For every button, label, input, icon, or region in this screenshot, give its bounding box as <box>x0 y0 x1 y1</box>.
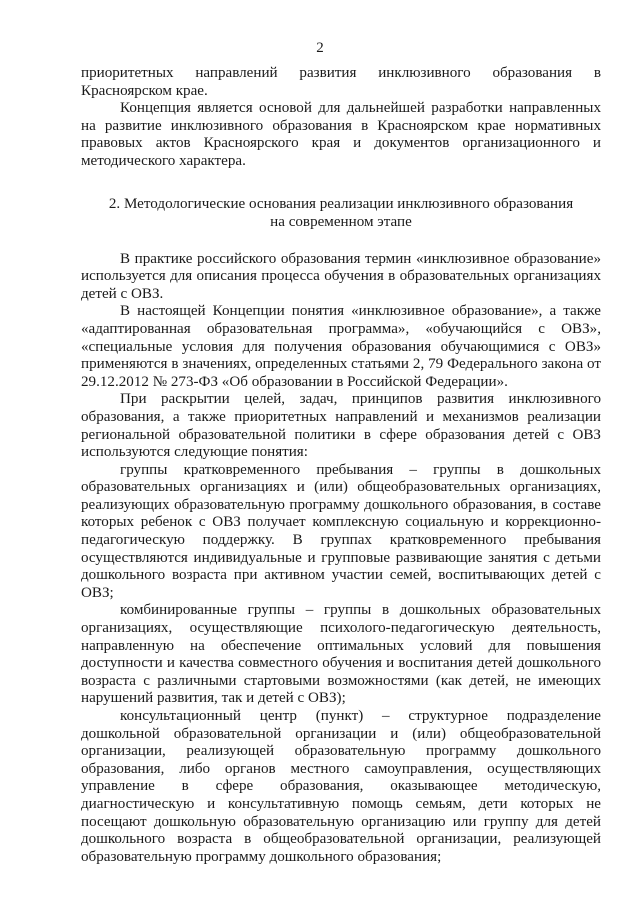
paragraph-consultation-center: консультационный центр (пункт) – структурное подразделение дошкольной образовательной организации и (или) общеобразовательной организации, реализующей образовательную программу дошкольного образования, либо органов местного самоуправления, осуществляющих управление в сфере образования, оказывающее методическую, диагностическую и консультативную помощь семьям, дети которых не посещают дошкольную образовательную организацию или группу для детей дошкольного возраста в общеобразовательной организации, реализующей образовательную программу дошкольного образования; <box>81 708 601 865</box>
paragraph-combined-groups: комбинированные группы – группы в дошкольных образовательных организациях, осуществляющие психолого-педагогическую деятельность, направленную на обеспечение оптимальных условий для повышения доступности и качества совместного обучения и воспитания детей дошкольного возраста с различными стартовыми возможностями (как детей, не имеющих нарушений развития, так и детей с ОВЗ); <box>81 602 601 707</box>
paragraph-concept-basis: Концепция является основой для дальнейшей разработки направленных на развитие инклюзивного образования в Красноярском крае нормативных правовых актов Красноярского края и документов организационного и методического характера. <box>81 100 601 169</box>
paragraph-continuation: приоритетных направлений развития инклюзивного образования в Красноярском крае. <box>81 65 601 99</box>
paragraph-terms-intro: При раскрытии целей, задач, принципов развития инклюзивного образования, а также приоритетных направлений и механизмов реализации региональной образовательной политики в сфере образования детей с ОВЗ используются следующие понятия: <box>81 391 601 461</box>
paragraph-short-stay-groups: группы кратковременного пребывания – группы в дошкольных образовательных организациях и (или) общеобразовательных организациях, реализующих образовательную программу дошкольного образования, в составе которых ребенок с ОВЗ получает комплексную социальную и коррекционно-педагогическую поддержку. В группах кратковременного пребывания осуществляются индивидуальные и групповые развивающие занятия с детьми дошкольного возраста при активном участии семей, воспитывающих детей с ОВЗ; <box>81 461 601 601</box>
page-number: 2 <box>316 40 324 56</box>
paragraph-term-definition: В практике российского образования термин «инклюзивное образование» используется для описания процесса обучения в образовательных организациях детей с ОВЗ. <box>81 250 601 302</box>
paragraph-concept-terms: В настоящей Концепции понятия «инклюзивное образование», а также «адаптированная образовательная программа», «обучающийся с ОВЗ», «специальные условия для получения образования обучающимися с ОВЗ» применяются в значениях, определенных статьями 2, 79 Федерального закона от 29.12.2012 № 273-ФЗ «Об образовании в Российской Федерации». <box>81 303 601 390</box>
section-heading <box>81 195 601 231</box>
section-heading-line-2: на современном этапе <box>270 213 412 230</box>
document-body <box>81 65 601 866</box>
section-heading-line-1: 2. Методологические основания реализации инклюзивного образования <box>108 195 574 212</box>
